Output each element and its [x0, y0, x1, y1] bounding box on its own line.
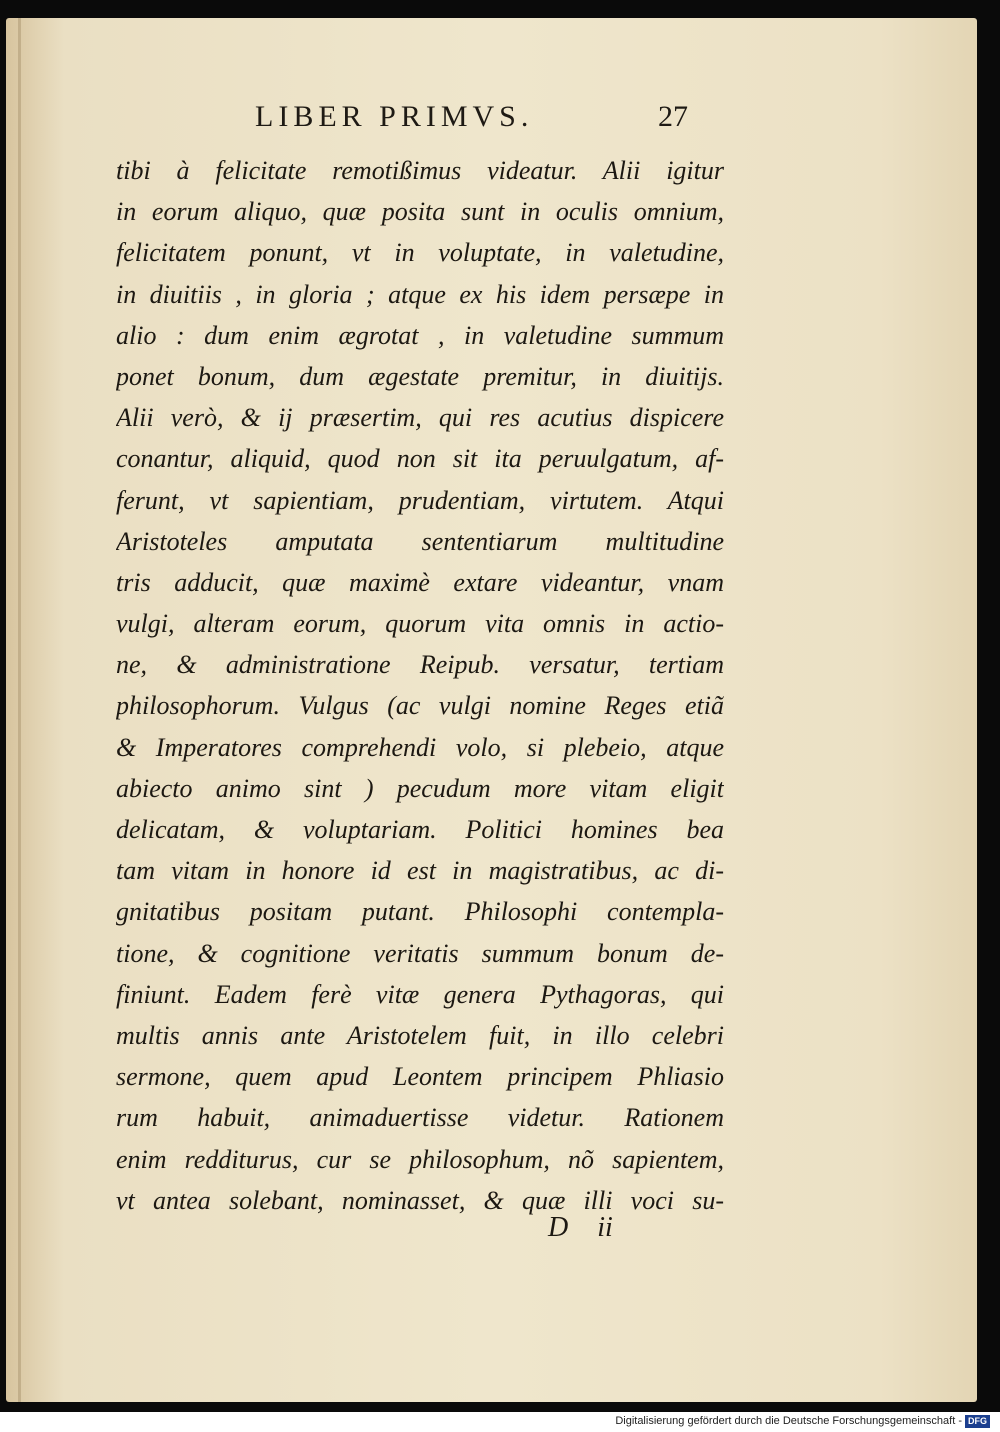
digitization-credit: Digitalisierung gefördert durch die Deutsche Forschungsgemeinschaft -: [615, 1415, 962, 1427]
text-line: tam vitam in honore id est in magistratibus, ac di-: [116, 856, 724, 886]
body-text: [116, 150, 724, 1221]
text-line: multis annis ante Aristotelem fuit, in illo celebri: [116, 1020, 724, 1050]
text-line: alio : dum enim ægrotat , in valetudine summum: [116, 320, 724, 350]
dfg-logo: DFG: [965, 1415, 990, 1428]
page-gutter-edge: [18, 18, 21, 1402]
signature-mark: D ii: [548, 1212, 613, 1243]
text-line: in eorum aliquo, quæ posita sunt in oculis omnium,: [116, 197, 724, 227]
text-line: enim redditurus, cur se philosophum, nõ sapientem,: [116, 1144, 724, 1174]
page-number: 27: [658, 100, 688, 133]
text-line: rum habuit, animaduertisse videtur. Rationem: [116, 1103, 724, 1133]
text-line: vt antea solebant, nominasset, & quæ illi voci su-: [116, 1185, 724, 1215]
running-head: LIBER PRIMVS.: [255, 100, 534, 133]
text-line: ne, & administratione Reipub. versatur, tertiam: [116, 650, 724, 680]
text-line: tibi à felicitate remotißimus videatur. Alii igitur: [116, 156, 724, 185]
text-line: delicatam, & voluptariam. Politici homines bea: [116, 815, 724, 844]
text-line: conantur, aliquid, quod non sit ita peruulgatum, af-: [116, 444, 724, 474]
text-line: in diuitiis , in gloria ; atque ex his idem persæpe in: [116, 279, 724, 309]
text-line: & Imperatores comprehendi volo, si plebeio, atque: [116, 732, 724, 762]
text-line: gnitatibus positam putant. Philosophi contempla-: [116, 897, 724, 927]
text-line: vulgi, alteram eorum, quorum vita omnis in actio-: [116, 609, 724, 639]
text-line: sermone, quem apud Leontem principem Phliasio: [116, 1062, 724, 1092]
text-line: tione, & cognitione veritatis summum bonum de-: [116, 938, 724, 968]
text-line: philosophorum. Vulgus (ac vulgi nomine Reges etiã: [116, 691, 724, 721]
text-line: ferunt, vt sapientiam, prudentiam, virtutem. Atqui: [116, 485, 724, 515]
text-line: tris adducit, quæ maximè extare videantur, vnam: [116, 567, 724, 597]
text-line: Aristoteles amputata sententiarum multitudine: [116, 526, 724, 556]
text-line: finiunt. Eadem ferè vitæ genera Pythagoras, qui: [116, 979, 724, 1009]
text-line: ponet bonum, dum ægestate premitur, in diuitijs.: [116, 361, 724, 391]
text-line: Alii verò, & ij præsertim, qui res acutius dispicere: [116, 403, 724, 433]
text-line: felicitatem ponunt, vt in voluptate, in valetudine,: [116, 238, 724, 268]
text-line: abiecto animo sint ) pecudum more vitam eligit: [116, 773, 724, 803]
